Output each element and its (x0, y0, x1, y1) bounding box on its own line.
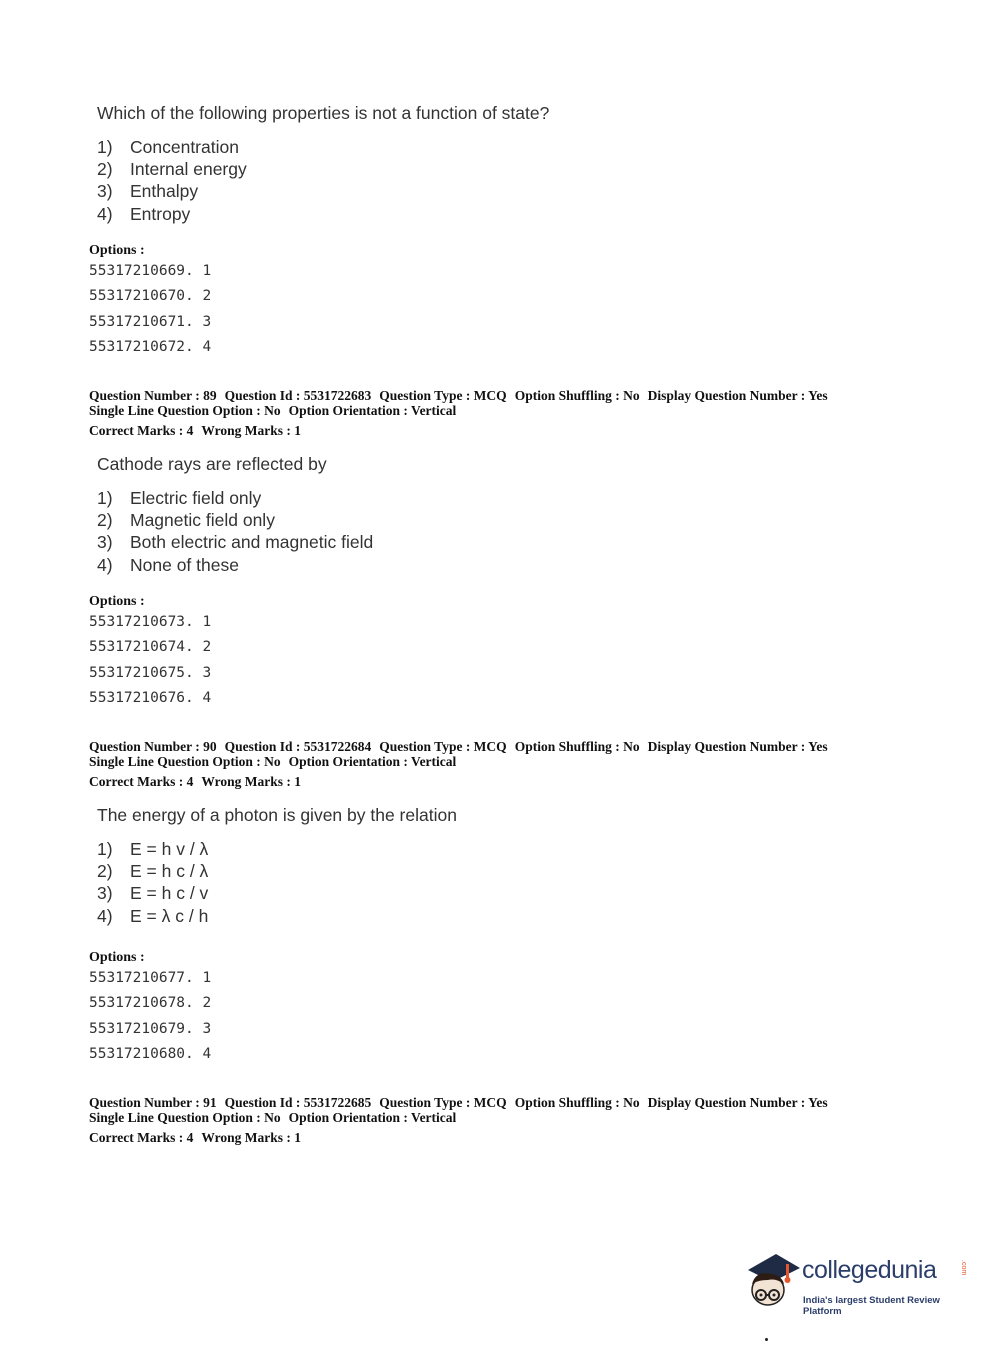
options-list (89, 259, 211, 360)
choice-list (97, 136, 247, 225)
question-text: Cathode rays are reflected by (97, 454, 327, 474)
choice-item: 4) Entropy (97, 203, 191, 224)
choice-list (97, 838, 208, 927)
question-text: The energy of a photon is given by the relation (97, 805, 457, 825)
logo-tagline: India's largest Student Review Platform (803, 1295, 940, 1317)
choice-item: 4) E = λ c / h (97, 905, 209, 926)
mascot-icon (742, 1250, 804, 1312)
options-label: Options : (89, 950, 145, 965)
option-id: 55317210670. 2 (89, 288, 212, 305)
logo-wordmark: collegedunia (802, 1256, 937, 1284)
question-meta: Question Number : 91 Question Id : 5531722685 Question Type : MCQ Option Shuffling : No Display Question Number : Yes Single Line Question Option : No Option Orientation : Vertical (89, 1095, 828, 1125)
page-mark (765, 1338, 768, 1341)
question-marks: Correct Marks : 4 Wrong Marks : 1 (89, 423, 301, 438)
choice-item: 3) E = h c / v (97, 883, 209, 904)
options-list (89, 966, 211, 1067)
choice-item: 2) Internal energy (97, 159, 247, 180)
option-id: 55317210676. 4 (89, 689, 212, 706)
choice-item: 1) E = h v / λ (97, 839, 209, 859)
option-id: 55317210673. 1 (89, 614, 212, 630)
question-marks: Correct Marks : 4 Wrong Marks : 1 (89, 1130, 301, 1145)
choice-item: 2) E = h c / λ (97, 861, 209, 882)
option-id: 55317210678. 2 (89, 995, 212, 1012)
option-id: 55317210677. 1 (89, 970, 212, 986)
option-id: 55317210672. 4 (89, 338, 212, 355)
choice-item: 2) Magnetic field only (97, 510, 275, 531)
collegedunia-logo[interactable] (742, 1250, 972, 1318)
question-text: Which of the following properties is not a function of state? (97, 103, 550, 123)
option-id: 55317210669. 1 (89, 263, 212, 279)
choice-item: 4) None of these (97, 554, 239, 575)
choice-list (97, 487, 373, 576)
question-meta: Question Number : 90 Question Id : 5531722684 Question Type : MCQ Option Shuffling : No Display Question Number : Yes Single Line Question Option : No Option Orientation : Vertical (89, 739, 828, 769)
choice-item: 3) Both electric and magnetic field (97, 532, 374, 553)
option-id: 55317210679. 3 (89, 1020, 212, 1037)
options-list (89, 610, 211, 711)
option-id: 55317210680. 4 (89, 1045, 212, 1062)
question-marks: Correct Marks : 4 Wrong Marks : 1 (89, 774, 301, 789)
choice-item: 1) Concentration (97, 137, 239, 157)
option-id: 55317210675. 3 (89, 664, 212, 681)
question-meta: Question Number : 89 Question Id : 5531722683 Question Type : MCQ Option Shuffling : No Display Question Number : Yes Single Line Question Option : No Option Orientation : Vertical (89, 388, 828, 418)
choice-item: 1) Electric field only (97, 488, 262, 508)
option-id: 55317210671. 3 (89, 313, 212, 330)
options-label: Options : (89, 594, 145, 609)
option-id: 55317210674. 2 (89, 639, 212, 656)
options-label: Options : (89, 243, 145, 258)
choice-item: 3) Enthalpy (97, 181, 199, 202)
logo-domain-suffix: .com (960, 1260, 967, 1276)
